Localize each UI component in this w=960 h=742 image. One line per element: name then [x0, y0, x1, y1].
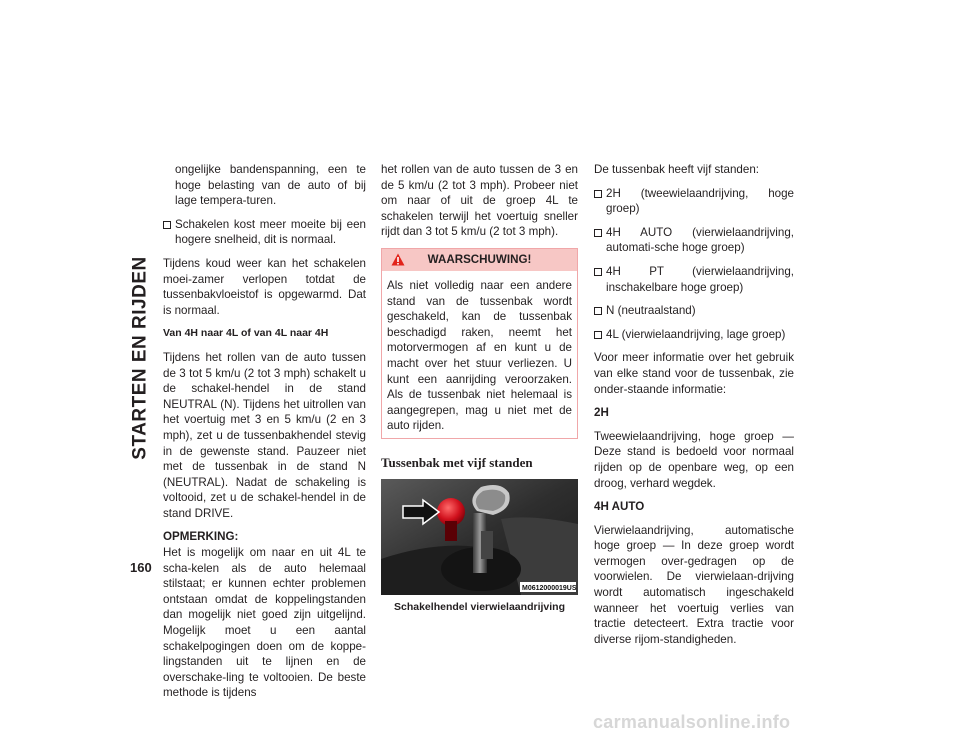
watermark: carmanualsonline.info — [593, 712, 791, 732]
paragraph: Tijdens het rollen van de auto tussen de 3 tot 5 km/u (2 tot 3 mph) schakelt u de schakel-hendel in de stand NEUTRAL (N). Tijdens het uitrollen van het voertuig met 3 en 5 km/u (2 en 3 mph), zet u de tussenbakhendel stevig in de gewenste stand. Pauzeer niet met de tussenbak in de stand N (NEUTRAL). Nadat de schakeling is voltooid, zet u de schakel-hendel in de stand DRIVE. — [163, 350, 366, 520]
list-item-text: 4H AUTO (vierwielaandrijving, automati-sche hoge groep) — [606, 225, 794, 255]
subheading-4h-auto: 4H AUTO — [594, 500, 645, 514]
paragraph: Tweewielaandrijving, hoge groep — Deze stand is bedoeld voor normaal rijden op de openbare weg, op een droog, verhard wegdek. — [594, 429, 794, 490]
subheading-2h: 2H — [594, 406, 609, 420]
section-side-title — [125, 160, 157, 555]
warning-header — [382, 249, 577, 271]
figure-caption: Schakelhendel vierwielaandrijving — [394, 600, 565, 613]
section-title-text: STARTEN EN RIJDEN — [130, 255, 152, 460]
list-item — [594, 225, 794, 256]
list-item — [594, 327, 794, 343]
checkbox-bullet-icon — [594, 190, 602, 198]
list-item-text: Schakelen kost meer moeite bij een hogere snelheid, dit is normaal. — [175, 217, 366, 247]
paragraph: De tussenbak heeft vijf standen: — [594, 163, 759, 176]
gear-shifter-image — [381, 479, 578, 595]
paragraph: Voor meer informatie over het gebruik van elke stand voor de tussenbak, zie onder-staande informatie: — [594, 351, 794, 396]
list-item-text: 4L (vierwielaandrijving, lage groep) — [606, 327, 786, 341]
checkbox-bullet-icon — [594, 229, 602, 237]
list-item — [594, 303, 794, 319]
page-number: 160 — [130, 560, 152, 575]
note-text: Het is mogelijk om naar en uit 4L te scha-kelen als de auto helemaal stilstaat; er kunnen echter problemen ontstaan omdat de koppelingstanden dan mogelijk niet goed zijn uitgelijnd. Mogelijk moet u een aantal schakelpogingen doen om de koppe-lingstanden uit te lijnen en de overschake-ling te voltooien. De beste methode is tijdens — [163, 546, 366, 700]
column-1 — [163, 162, 366, 709]
list-item — [163, 217, 366, 248]
paragraph: Vierwielaandrijving, automatische hoge groep — In deze groep wordt vermogen over-gedragen op de voorwielen. De vierwielaan-drijving wordt automatisch ingeschakeld wanneer het voertuig verlies van tractie detecteert. Extra tractie voor diverse rijom-standigheden. — [594, 523, 794, 646]
warning-text: Als niet volledig naar een andere stand van de tussenbak wordt geschakeld, kan de tussenbak beschadigd raken, neemt het motorvermogen af en kunt u de macht over het stuur verliezen. U kunt een aanrijding veroorzaken. Als de tussenbak niet helemaal is aangegrepen, mag u niet met de auto rijden. — [387, 278, 572, 433]
list-item-text: N (neutraalstand) — [606, 304, 696, 318]
paragraph: Tijdens koud weer kan het schakelen moei-zamer verlopen totdat de tussenbakvloeistof is opgewarmd. Dat is normaal. — [163, 256, 366, 317]
list-item-text: 2H (tweewielaandrijving, hoge groep) — [606, 186, 794, 216]
subheading: Van 4H naar 4L of van 4L naar 4H — [163, 327, 329, 340]
list-item-text: 4H PT (vierwielaandrijving, inschakelbare hoge groep) — [606, 264, 794, 294]
paragraph: het rollen van de auto tussen de 3 en de 5 km/u (2 tot 3 mph). Probeer niet om naar of uit de groep 4L te schakelen terwijl het voertuig sneller rijdt dan 3 tot 5 km/u (2 tot 3 mph). — [381, 163, 578, 239]
column-3 — [594, 162, 794, 655]
warning-box — [381, 248, 578, 439]
list-item — [594, 186, 794, 217]
continued-text: ongelijke bandenspanning, een te hoge belasting van de auto of bij lage tempera-turen. — [175, 163, 366, 208]
note-label: OPMERKING: — [163, 530, 239, 544]
shifter-photo — [381, 479, 578, 595]
warning-triangle-icon — [391, 253, 405, 266]
column-2 — [381, 162, 578, 615]
image-code: M0612000019US — [522, 584, 577, 592]
list-item — [594, 264, 794, 295]
warning-title: WAARSCHUWING! — [427, 253, 532, 267]
checkbox-bullet-icon — [594, 307, 602, 315]
section-heading: Tussenbak met vijf standen — [381, 454, 533, 470]
checkbox-bullet-icon — [594, 268, 602, 276]
checkbox-bullet-icon — [163, 221, 171, 229]
checkbox-bullet-icon — [594, 331, 602, 339]
